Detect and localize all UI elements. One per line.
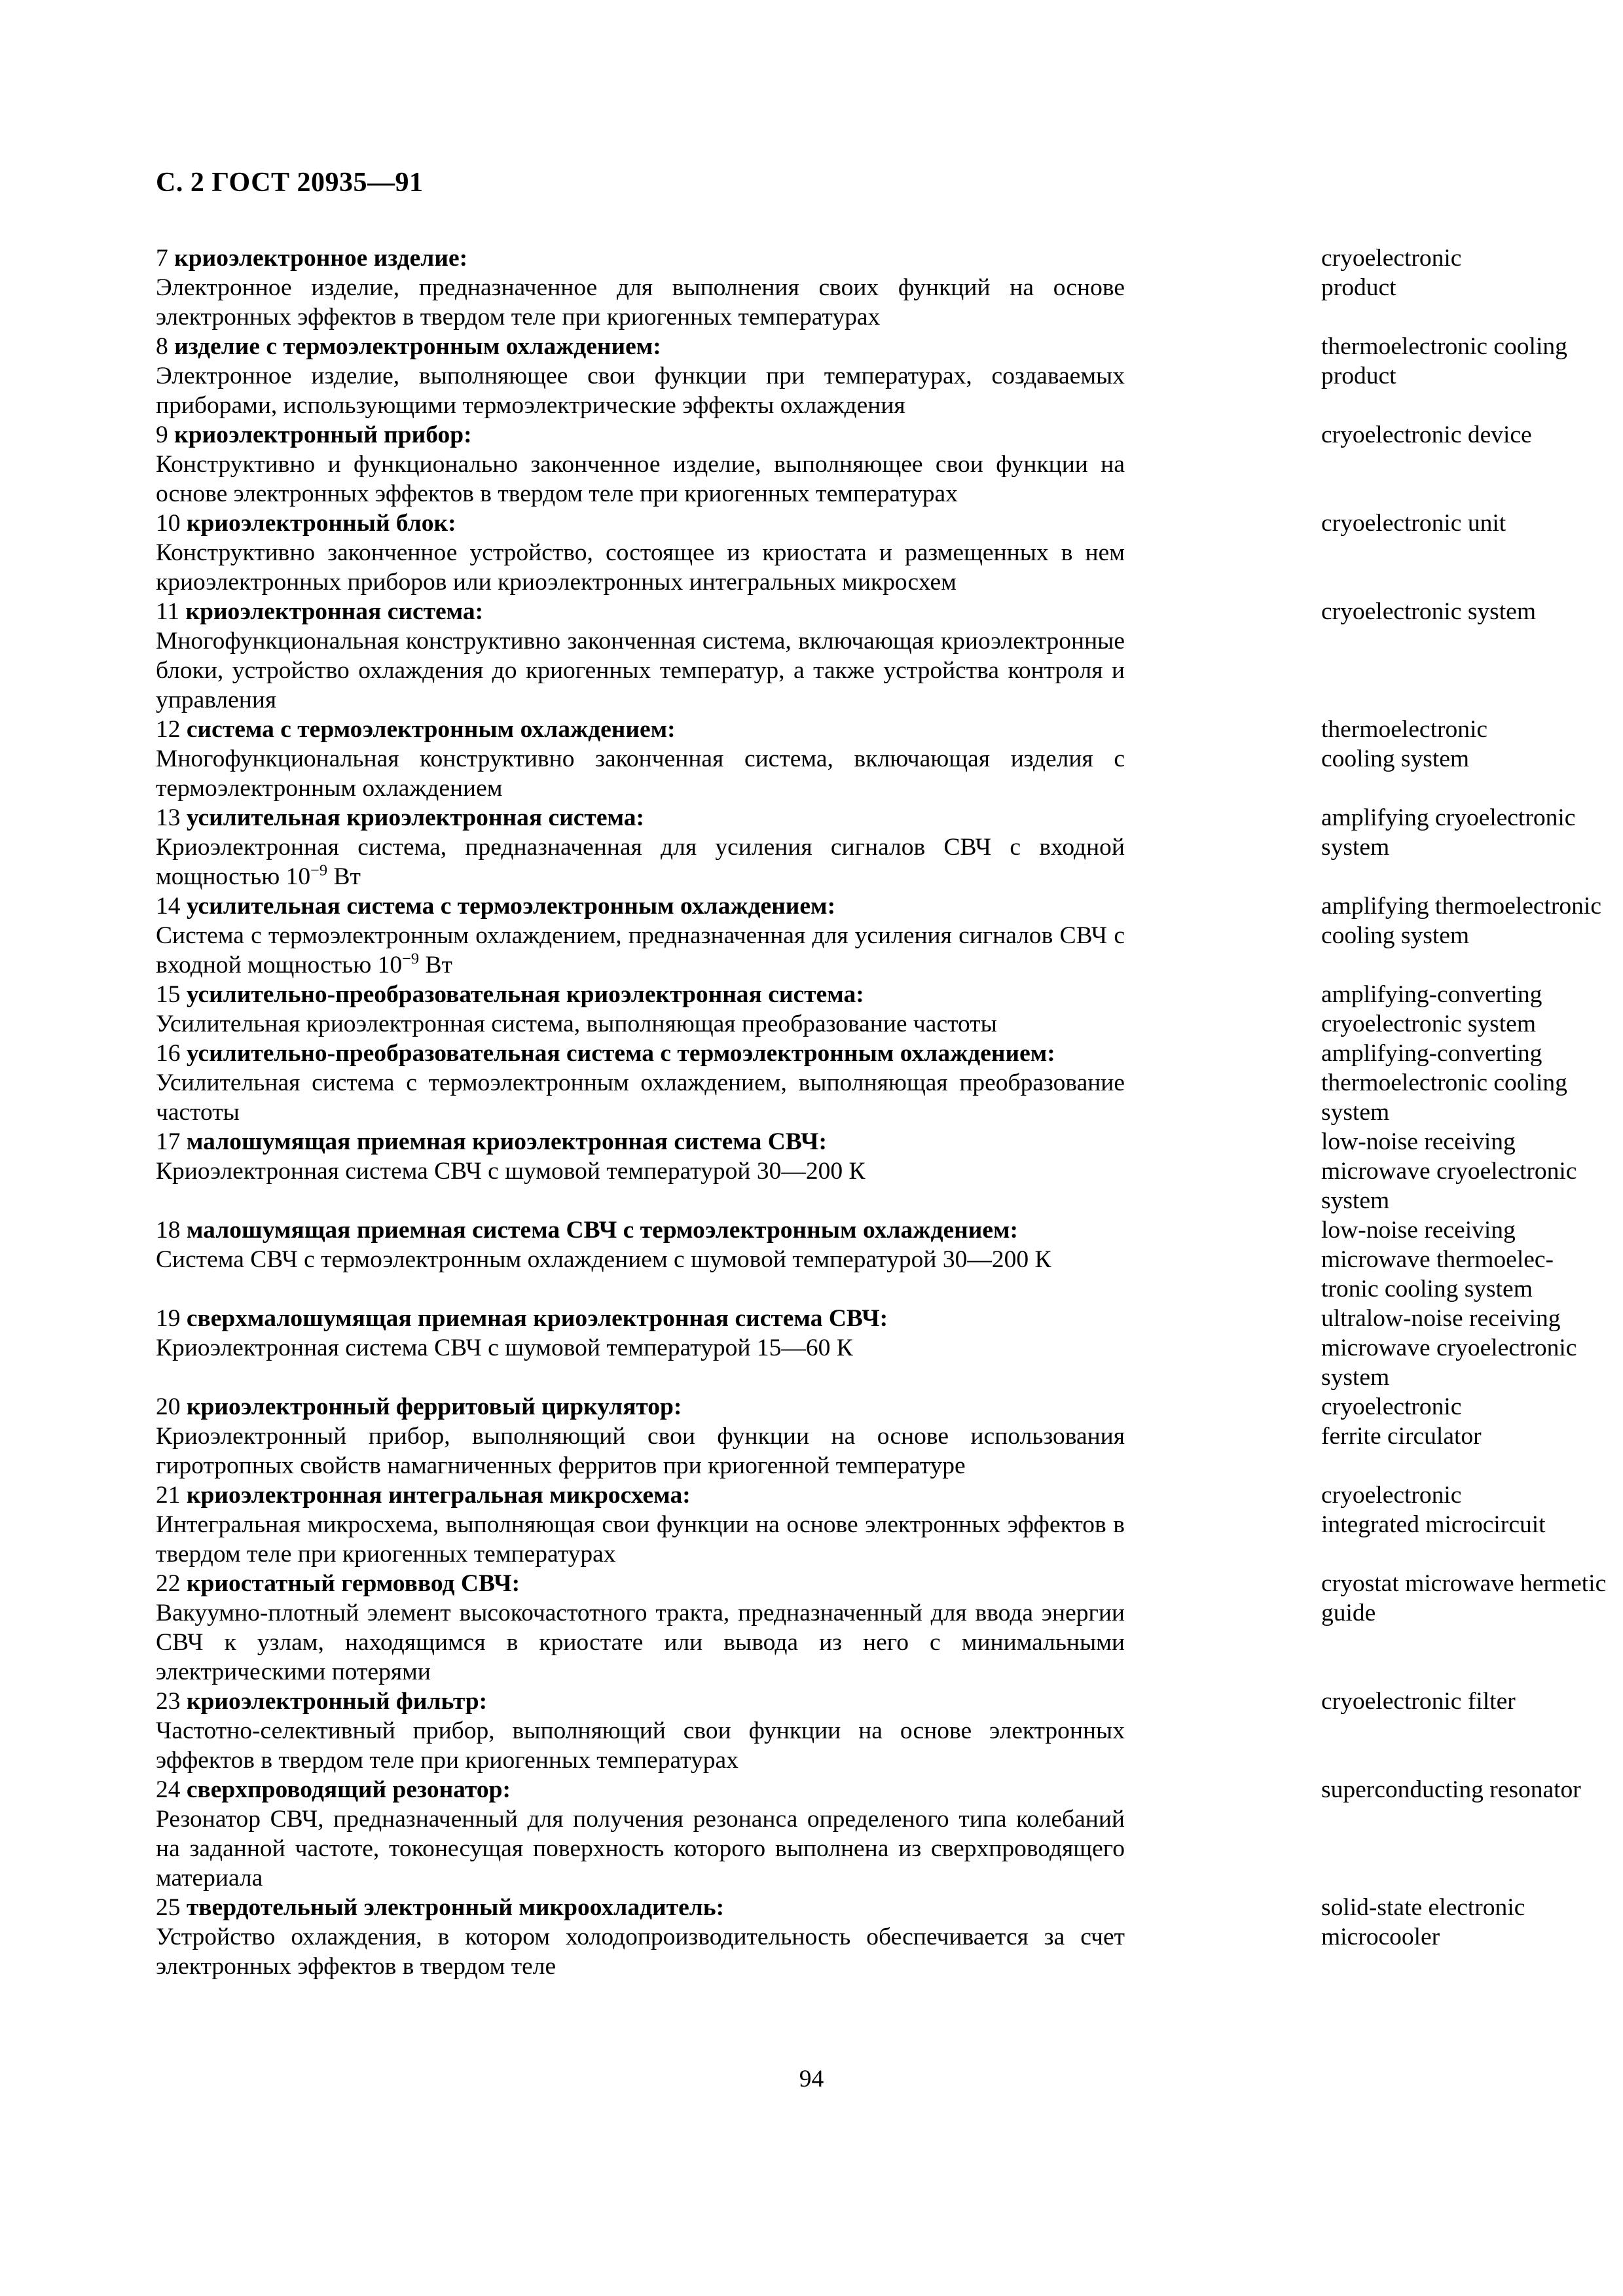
term-title: усилительно-преобразовательная криоэлектронная система:	[186, 981, 864, 1008]
term-english: cryostat microwave hermetic guide	[1321, 1570, 1607, 1626]
term-entry	[156, 980, 1542, 1039]
term-entry	[156, 803, 1576, 891]
term-ru	[156, 1480, 1125, 1569]
term-definition	[156, 450, 1125, 509]
term-head	[156, 1893, 1125, 1922]
term-definition	[156, 1510, 1125, 1569]
term-definition-text: Криоэлектронная система СВЧ с шумовой температурой 30—200 К	[156, 1158, 866, 1185]
term-head	[156, 1687, 1125, 1716]
term-english: solid-state electronic microcooler	[1321, 1894, 1525, 1950]
term-english: amplifying thermoelectronic cooling system	[1321, 893, 1601, 949]
term-english: low-noise receiving microwave thermoelec- tronic cooling system	[1321, 1217, 1554, 1302]
term-head	[156, 1392, 1125, 1422]
term-head	[156, 597, 1125, 626]
term-entry	[156, 1775, 1581, 1893]
term-english: cryoelectronic integrated microcircuit	[1321, 1482, 1546, 1538]
term-definition-text: Система СВЧ с термоэлектронным охлаждением с шумовой температурой 30—200 К	[156, 1246, 1051, 1273]
term-number: 7	[156, 245, 168, 272]
term-entry	[156, 1893, 1525, 1981]
term-definition-text: Криоэлектронная система СВЧ с шумовой температурой 15—60 К	[156, 1335, 853, 1361]
term-definition	[156, 921, 1125, 980]
term-head	[156, 243, 1125, 273]
term-english: thermoelectronic cooling system	[1321, 716, 1488, 772]
term-definition	[156, 833, 1125, 891]
term-number: 8	[156, 333, 168, 360]
term-head	[156, 1215, 1125, 1245]
term-title: сверхмалошумящая приемная криоэлектронная система СВЧ:	[186, 1305, 888, 1332]
term-number: 17	[156, 1128, 181, 1155]
term-head	[156, 980, 1125, 1009]
term-title: криоэлектронный блок:	[186, 510, 456, 537]
term-number: 15	[156, 981, 181, 1008]
term-head	[156, 1480, 1125, 1510]
term-ru	[156, 980, 1125, 1039]
term-title: изделие с термоэлектронным охлаждением:	[174, 333, 661, 360]
term-entry	[156, 509, 1506, 597]
term-number: 23	[156, 1688, 181, 1715]
term-definition-text: Вакуумно-плотный элемент высокочастотного тракта, предназначенный для ввода энергии СВЧ к узлам, находящимся в криостате или вывода из него с минимальными электрическими потерями	[156, 1600, 1125, 1685]
term-number: 13	[156, 804, 181, 831]
term-head	[156, 1304, 1125, 1333]
terms-list	[156, 243, 1607, 1981]
term-ru	[156, 1039, 1125, 1127]
term-ru	[156, 1893, 1125, 1981]
term-definition	[156, 1333, 1125, 1363]
term-definition	[156, 744, 1125, 803]
term-number: 9	[156, 422, 168, 448]
term-definition	[156, 1157, 1125, 1186]
term-title: сверхпроводящий резонатор:	[186, 1776, 511, 1803]
term-definition-text: Конструктивно законченное устройство, состоящее из криостата и размещенных в нем криоэлектронных приборов или криоэлектронных интегральных микросхем	[156, 539, 1125, 596]
term-entry	[156, 420, 1532, 509]
term-definition	[156, 1245, 1125, 1274]
term-entry	[156, 332, 1567, 420]
page-header: С. 2 ГОСТ 20935—91	[156, 168, 424, 198]
term-definition	[156, 1922, 1125, 1981]
term-ru	[156, 332, 1125, 420]
term-title: усилительная криоэлектронная система:	[186, 804, 645, 831]
term-entry	[156, 1215, 1554, 1304]
term-entry	[156, 1480, 1546, 1569]
term-head	[156, 1569, 1125, 1598]
term-entry	[156, 1687, 1516, 1775]
term-definition-text: Усилительная система с термоэлектронным охлаждением, выполняющая преобразование частоты	[156, 1069, 1125, 1126]
term-number: 12	[156, 716, 181, 743]
term-number: 16	[156, 1040, 181, 1067]
term-head	[156, 1127, 1125, 1157]
term-definition-text: Криоэлектронная система, предназначенная для усиления сигналов СВЧ с входной мощностью 10	[156, 834, 1125, 890]
term-definition	[156, 538, 1125, 597]
term-number: 25	[156, 1894, 181, 1921]
term-number: 24	[156, 1776, 181, 1803]
term-definition-text: Система с термоэлектронным охлаждением, предназначенная для усиления сигналов СВЧ с входной мощностью 10	[156, 922, 1125, 978]
term-ru	[156, 420, 1125, 509]
term-title: криоэлектронная система:	[185, 598, 484, 625]
term-number: 18	[156, 1217, 181, 1244]
term-ru	[156, 1569, 1125, 1687]
term-number: 22	[156, 1570, 181, 1597]
term-number: 11	[156, 598, 180, 625]
term-title: усилительно-преобразовательная система с термоэлектронным охлаждением:	[186, 1040, 1055, 1067]
term-head	[156, 509, 1125, 538]
term-entry	[156, 1039, 1567, 1127]
term-ru	[156, 243, 1125, 332]
term-title: малошумящая приемная криоэлектронная система СВЧ:	[186, 1128, 827, 1155]
term-number: 14	[156, 893, 181, 920]
term-title: криоэлектронный фильтр:	[186, 1688, 488, 1715]
term-ru	[156, 1392, 1125, 1480]
term-head	[156, 891, 1125, 921]
term-title: криоэлектронный ферритовый циркулятор:	[186, 1393, 682, 1420]
term-english: ultralow-noise receiving microwave cryoelectronic system	[1321, 1305, 1577, 1391]
term-entry	[156, 1569, 1607, 1687]
term-title: криоэлектронный прибор:	[174, 422, 472, 448]
term-english: cryoelectronic unit	[1321, 510, 1506, 537]
term-english: low-noise receiving microwave cryoelectronic system	[1321, 1128, 1577, 1214]
term-ru	[156, 509, 1125, 597]
term-title: криостатный гермоввод СВЧ:	[186, 1570, 520, 1597]
term-definition	[156, 1716, 1125, 1775]
term-definition-text: Электронное изделие, предназначенное для выполнения своих функций на основе электронных эффектов в твердом теле при криогенных температурах	[156, 274, 1125, 331]
term-ru	[156, 1687, 1125, 1775]
term-english: cryoelectronic filter	[1321, 1688, 1516, 1715]
term-ru	[156, 1215, 1125, 1274]
page-number: 94	[799, 2066, 824, 2092]
term-title: усилительная система с термоэлектронным охлаждением:	[186, 893, 836, 920]
term-title: криоэлектронная интегральная микросхема:	[186, 1482, 691, 1509]
term-entry	[156, 597, 1536, 715]
term-ru	[156, 891, 1125, 980]
term-definition-exponent: −9	[402, 950, 420, 968]
term-definition	[156, 1422, 1125, 1480]
term-title: твердотельный электронный микроохладитель:	[186, 1894, 725, 1921]
term-definition	[156, 1009, 1125, 1039]
term-english: amplifying cryoelectronic system	[1321, 804, 1576, 861]
term-english: cryoelectronic system	[1321, 598, 1536, 625]
term-entry	[156, 1127, 1577, 1215]
term-entry	[156, 891, 1601, 980]
term-english: cryoelectronic device	[1321, 422, 1532, 448]
term-definition	[156, 626, 1125, 715]
term-definition	[156, 1598, 1125, 1687]
term-definition-exponent: −9	[310, 861, 328, 880]
term-definition-unit: Вт	[419, 952, 452, 978]
term-definition-text: Интегральная микросхема, выполняющая свои функции на основе электронных эффектов в твердом теле при криогенных температурах	[156, 1511, 1125, 1568]
term-english: amplifying-converting cryoelectronic system	[1321, 981, 1542, 1037]
term-head	[156, 803, 1125, 833]
term-entry	[156, 1304, 1577, 1392]
term-definition	[156, 273, 1125, 332]
term-ru	[156, 715, 1125, 803]
term-head	[156, 1775, 1125, 1804]
term-definition-text: Многофункциональная конструктивно законченная система, включающая изделия с термоэлектронным охлаждением	[156, 745, 1125, 802]
term-number: 20	[156, 1393, 181, 1420]
term-english: thermoelectronic cooling product	[1321, 333, 1567, 389]
term-number: 21	[156, 1482, 181, 1509]
term-ru	[156, 1304, 1125, 1363]
term-definition-text: Электронное изделие, выполняющее свои функции при температурах, создаваемых приборами, использующими термоэлектрические эффекты охлаждения	[156, 363, 1125, 419]
term-english: cryoelectronic product	[1321, 245, 1462, 301]
term-head	[156, 715, 1125, 744]
term-entry	[156, 1392, 1486, 1480]
term-definition-text: Криоэлектронный прибор, выполняющий свои функции на основе использования гиротропных свойств намагниченных ферритов при криогенной температуре	[156, 1423, 1125, 1479]
term-english: cryoelectronic ferrite circulator	[1321, 1393, 1482, 1450]
term-title: система с термоэлектронным охлаждением:	[186, 716, 676, 743]
term-english: superconducting resonator	[1321, 1776, 1581, 1803]
term-ru	[156, 803, 1125, 891]
term-definition	[156, 361, 1125, 420]
term-ru	[156, 1127, 1125, 1186]
term-head	[156, 1039, 1125, 1068]
term-english: amplifying-converting thermoelectronic cooling system	[1321, 1040, 1567, 1126]
term-title: малошумящая приемная система СВЧ с термоэлектронным охлаждением:	[186, 1217, 1019, 1244]
term-ru	[156, 1775, 1125, 1893]
term-definition	[156, 1068, 1125, 1127]
term-definition-unit: Вт	[327, 863, 361, 890]
term-definition	[156, 1804, 1125, 1893]
term-number: 19	[156, 1305, 181, 1332]
term-definition-text: Многофункциональная конструктивно законченная система, включающая криоэлектронные блоки, устройство охлаждения до криогенных температур, а также устройства контроля и управления	[156, 628, 1125, 713]
term-definition-text: Резонатор СВЧ, предназначенный для получения резонанса определеного типа колебаний на заданной частоте, токонесущая поверхность которого выполнена из сверхпроводящего материала	[156, 1806, 1125, 1892]
term-head	[156, 332, 1125, 361]
term-definition-text: Частотно-селективный прибор, выполняющий свои функции на основе электронных эффектов в твердом теле при криогенных температурах	[156, 1717, 1125, 1774]
term-entry	[156, 715, 1486, 803]
term-ru	[156, 597, 1125, 715]
term-entry	[156, 243, 1486, 332]
term-head	[156, 420, 1125, 450]
term-definition-text: Конструктивно и функционально законченное изделие, выполняющее свои функции на основе электронных эффектов в твердом теле при криогенных температурах	[156, 451, 1125, 507]
term-definition-text: Устройство охлаждения, в котором холодопроизводительность обеспечивается за счет электронных эффектов в твердом теле	[156, 1924, 1125, 1980]
term-number: 10	[156, 510, 181, 537]
term-title: криоэлектронное изделие:	[174, 245, 468, 272]
term-definition-text: Усилительная криоэлектронная система, выполняющая преобразование частоты	[156, 1011, 997, 1037]
